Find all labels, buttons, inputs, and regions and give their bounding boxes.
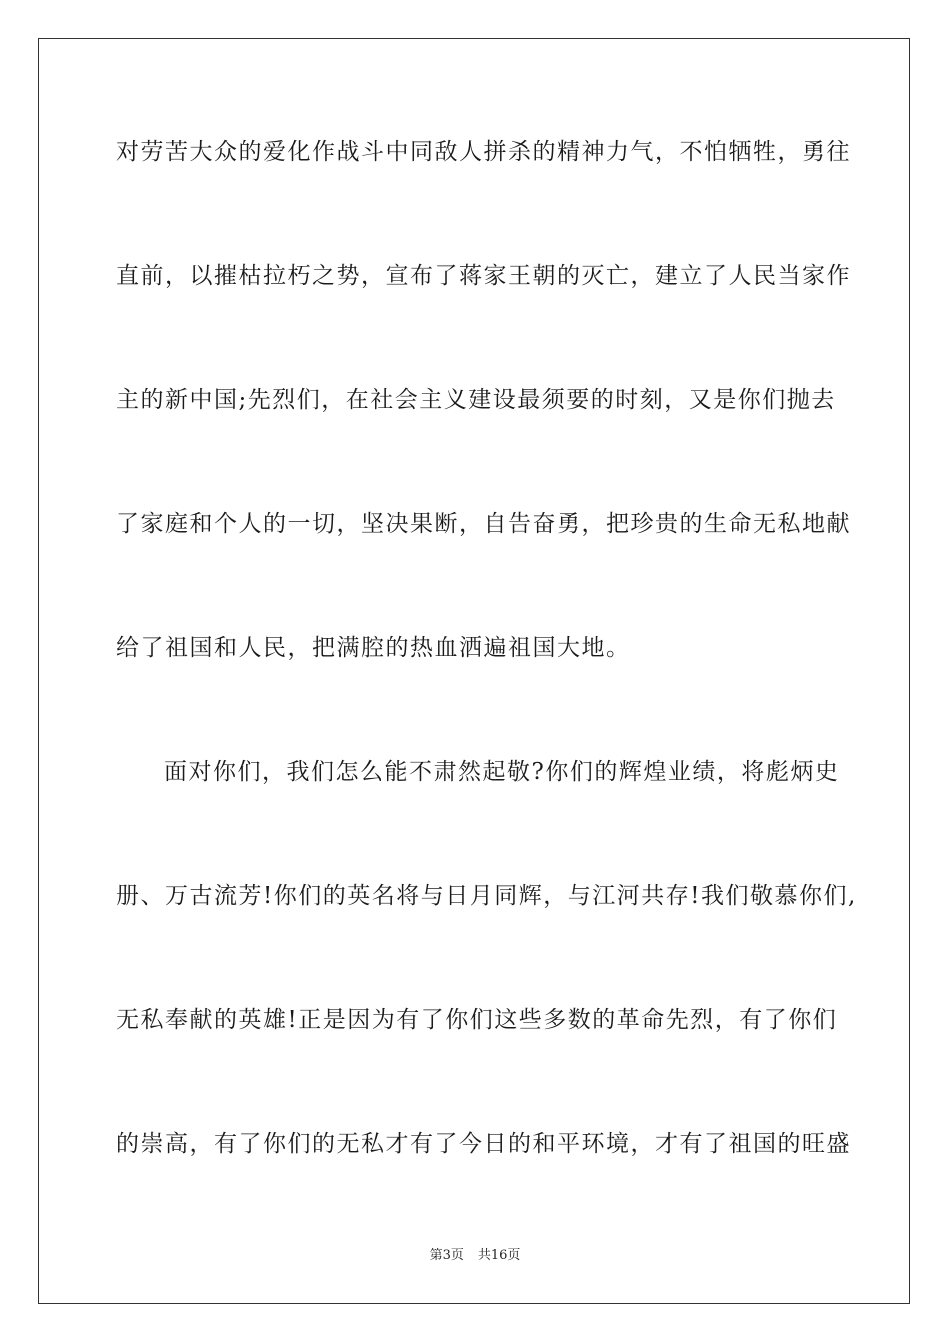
paragraph-line: 了家庭和个人的一切，坚决果断，自告奋勇，把珍贵的生命无私地献 bbox=[116, 511, 851, 537]
paragraph-line: 对劳苦大众的爱化作战斗中同敌人拼杀的精神力气，不怕牺牲，勇往 bbox=[116, 139, 851, 165]
page-total: 共16页 bbox=[477, 1248, 521, 1263]
paragraph-line: 直前，以摧枯拉朽之势，宣布了蒋家王朝的灭亡，建立了人民当家作 bbox=[116, 263, 851, 289]
page-border bbox=[38, 38, 910, 1304]
page-footer bbox=[0, 1247, 950, 1265]
paragraph-line: 主的新中国;先烈们，在社会主义建设最须要的时刻，又是你们抛去 bbox=[116, 387, 836, 413]
paragraph-line: 的崇高，有了你们的无私才有了今日的和平环境，才有了祖国的旺盛 bbox=[116, 1131, 851, 1157]
paragraph-line: 给了祖国和人民，把满腔的热血洒遍祖国大地。 bbox=[116, 635, 631, 661]
paragraph-line: 册、万古流芳!你们的英名将与日月同辉，与江河共存!我们敬慕你们, bbox=[116, 883, 857, 909]
paragraph-line: 无私奉献的英雄!正是因为有了你们这些多数的革命先烈，有了你们 bbox=[116, 1007, 838, 1033]
paragraph-line: 面对你们，我们怎么能不肃然起敬?你们的辉煌业绩，将彪炳史 bbox=[164, 759, 840, 785]
page-number: 第3页 bbox=[429, 1248, 464, 1263]
